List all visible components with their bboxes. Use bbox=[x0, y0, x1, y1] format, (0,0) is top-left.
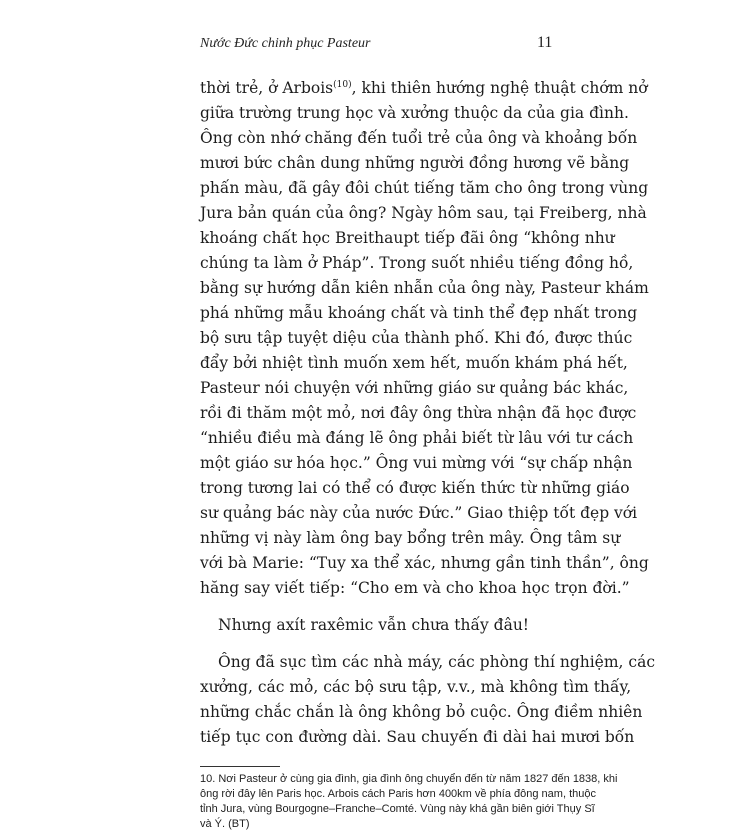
text-segment: thời trẻ, ở Arbois bbox=[200, 79, 334, 97]
text-line: chúng ta làm ở Pháp”. Trong suốt nhiều tiếng đồng hồ, bbox=[200, 254, 634, 272]
text-line: Nhưng axít raxêmic vẫn chưa thấy đâu! bbox=[218, 616, 530, 634]
text-line: những vị này làm ông bay bổng trên mây. Ông tâm sự bbox=[200, 529, 621, 547]
text-line: với bà Marie: “Tuy xa thể xác, nhưng gần tinh thần”, ông bbox=[200, 554, 649, 572]
text-line: phá những mẫu khoáng chất và tinh thể đẹp nhất trong bbox=[200, 304, 638, 322]
text-line: đẩy bởi nhiệt tình muốn xem hết, muốn khám phá hết, bbox=[200, 354, 628, 372]
text-line: bộ sưu tập tuyệt diệu của thành phố. Khi đó, được thúc bbox=[200, 329, 633, 347]
text-line: xưởng, các mỏ, các bộ sưu tập, v.v., mà không tìm thấy, bbox=[200, 678, 632, 696]
text-line: mươi bức chân dung những người đồng hương vẽ bằng bbox=[200, 154, 630, 172]
text-line: rồi đi thăm một mỏ, nơi đây ông thừa nhận đã học được bbox=[200, 404, 637, 422]
text-line: Pasteur nói chuyện với những giáo sư quảng bác khác, bbox=[200, 379, 629, 397]
text-line: giữa trường trung học và xưởng thuộc da của gia đình. bbox=[200, 104, 629, 122]
text-line: tiếp tục con đường dài. Sau chuyến đi dài hai mươi bốn bbox=[200, 728, 635, 746]
footnote-reference[interactable]: (10) bbox=[333, 79, 352, 90]
running-header-title: Nước Đức chinh phục Pasteur bbox=[200, 36, 371, 51]
footnote-line: ông rời đây lên Paris học. Arbois cách Paris hơn 400km về phía đông nam, thuộc bbox=[200, 788, 596, 800]
text-line: Ông đã sục tìm các nhà máy, các phòng thí nghiệm, các bbox=[218, 653, 656, 671]
footnote-divider bbox=[200, 766, 280, 767]
text-line: sư quảng bác này của nước Đức.” Giao thiệp tốt đẹp với bbox=[200, 504, 638, 522]
text-line: “nhiều điều mà đáng lẽ ông phải biết từ lâu với tư cách bbox=[200, 429, 634, 447]
text-line: hăng say viết tiếp: “Cho em và cho khoa học trọn đời.” bbox=[200, 579, 630, 597]
text-line: Jura bản quán của ông? Ngày hôm sau, tại Freiberg, nhà bbox=[200, 204, 647, 222]
text-line: trong tương lai có thể có được kiến thức từ những giáo bbox=[200, 479, 630, 497]
text-segment: , khi thiên hướng nghệ thuật chớm nở bbox=[351, 79, 648, 97]
text-line: phấn màu, đã gây đôi chút tiếng tăm cho ông trong vùng bbox=[200, 179, 649, 197]
text-line: khoáng chất học Breithaupt tiếp đãi ông “không như bbox=[200, 229, 615, 247]
text-line: những chắc chắn là ông không bỏ cuộc. Ông điềm nhiên bbox=[200, 703, 643, 721]
page-number: 11 bbox=[537, 34, 553, 51]
text-line: Ông còn nhớ chăng đến tuổi trẻ của ông và khoảng bốn bbox=[200, 129, 638, 147]
footnote-line: tỉnh Jura, vùng Bourgogne–Franche–Comté. Vùng này khá gần biên giới Thụy Sĩ bbox=[200, 803, 595, 815]
footnote-line: 10. Nơi Pasteur ở cùng gia đình, gia đình ông chuyển đến từ năm 1827 đến 1838, khi bbox=[200, 773, 618, 785]
text-line: bằng sự hướng dẫn kiên nhẫn của ông này, Pasteur khám bbox=[200, 279, 649, 297]
footnote-line: và Ý. (BT) bbox=[200, 818, 250, 830]
text-line bbox=[200, 78, 648, 98]
text-line: một giáo sư hóa học.” Ông vui mừng với “sự chấp nhận bbox=[200, 454, 633, 472]
